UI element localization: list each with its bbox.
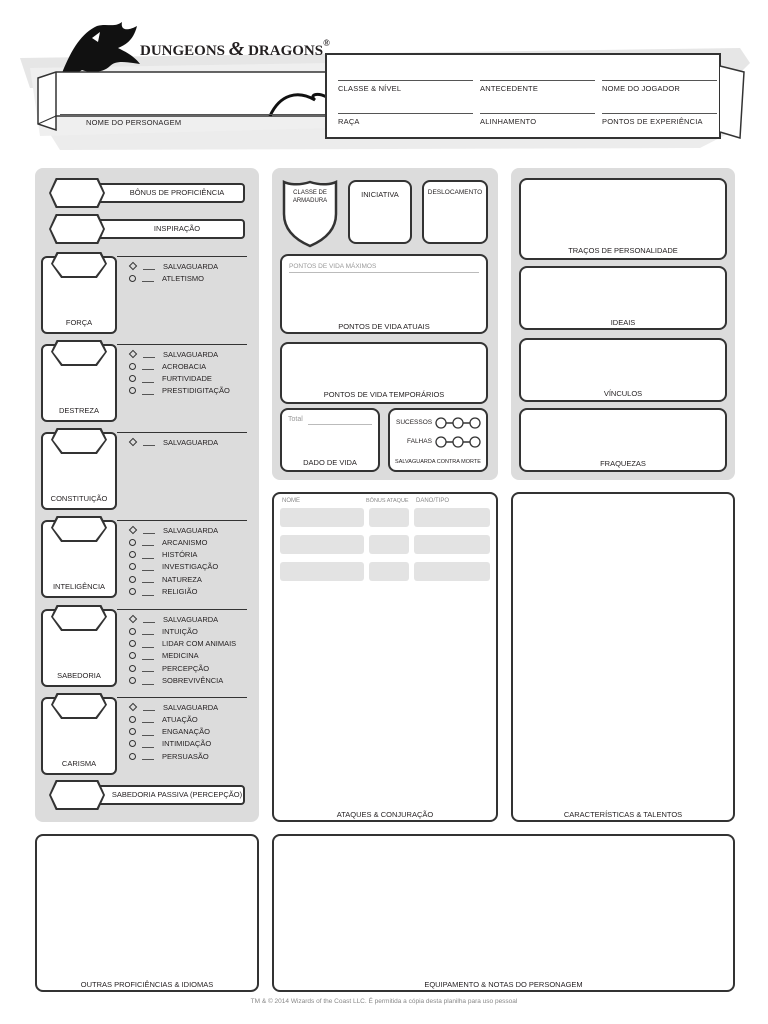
- combat-panel: [272, 168, 498, 480]
- equipment-label: EQUIPAMENTO & NOTAS DO PERSONAGEM: [424, 980, 583, 989]
- saving-throw-row[interactable]: [129, 436, 218, 448]
- saving-throw-diamond-icon[interactable]: [129, 703, 137, 711]
- skill-label: SALVAGUARDA: [163, 614, 219, 624]
- header: [0, 0, 768, 160]
- ability-modifier[interactable]: [51, 252, 107, 278]
- skill-proficiency-circle-icon[interactable]: [129, 576, 136, 583]
- experience-line[interactable]: [602, 113, 717, 114]
- skill-proficiency-circle-icon[interactable]: [129, 677, 136, 684]
- saving-throw-row[interactable]: [129, 260, 218, 272]
- skill-bonus-blank[interactable]: [142, 740, 154, 748]
- attack-3-damage[interactable]: [414, 562, 490, 581]
- skill-row[interactable]: [129, 750, 209, 762]
- ability-modifier[interactable]: [51, 693, 107, 719]
- skill-row[interactable]: [129, 272, 204, 284]
- background-line[interactable]: [480, 80, 595, 81]
- proficiency-bonus-label: BÔNUS DE PROFICIÊNCIA: [129, 188, 225, 197]
- logo-dragons: DRAGONS: [248, 43, 324, 59]
- ability-modifier[interactable]: [51, 516, 107, 542]
- skills-list: [129, 436, 259, 516]
- skill-row[interactable]: [129, 713, 198, 725]
- skill-bonus-blank[interactable]: [142, 538, 154, 546]
- skill-row[interactable]: [129, 360, 206, 372]
- proficiency-bonus-value[interactable]: [49, 178, 105, 208]
- saving-throw-diamond-icon[interactable]: [129, 438, 137, 446]
- hit-dice-label: DADO DE VIDA: [303, 458, 357, 467]
- skill-row[interactable]: [129, 385, 230, 397]
- skill-bonus-blank[interactable]: [143, 350, 155, 358]
- saving-throw-row[interactable]: [129, 701, 218, 713]
- equipment-box[interactable]: [272, 834, 735, 992]
- ability-block: [41, 609, 253, 693]
- player-name-line[interactable]: [602, 80, 717, 81]
- attacks-col-name: NOME: [282, 498, 300, 504]
- skills-list: [129, 701, 259, 781]
- skill-label: LIDAR COM ANIMAIS: [162, 639, 237, 649]
- skill-label: PERSUASÃO: [162, 751, 209, 761]
- ideals-label: IDEAIS: [610, 318, 636, 327]
- skill-proficiency-circle-icon[interactable]: [129, 375, 136, 382]
- skill-label: INVESTIGAÇÃO: [162, 562, 219, 572]
- skill-label: SOBREVIVÊNCIA: [162, 676, 224, 685]
- initiative-label: INICIATIVA: [361, 190, 399, 199]
- skill-label: SALVAGUARDA: [163, 349, 219, 359]
- death-failures-circles[interactable]: [434, 435, 482, 449]
- skill-bonus-blank[interactable]: [143, 526, 155, 534]
- death-failures-label: FALHAS: [407, 438, 432, 445]
- skills-rule: [117, 256, 247, 257]
- skill-bonus-blank[interactable]: [142, 375, 154, 383]
- skill-label: NATUREZA: [162, 574, 202, 584]
- attack-2-bonus[interactable]: [369, 535, 409, 554]
- skill-proficiency-circle-icon[interactable]: [129, 563, 136, 570]
- features-box[interactable]: [511, 492, 735, 822]
- info-box-frame: [320, 50, 750, 144]
- attacks-col-damage: DANO/TIPO: [416, 498, 450, 504]
- ability-block: [41, 432, 253, 516]
- skill-proficiency-circle-icon[interactable]: [129, 640, 136, 647]
- skill-bonus-blank[interactable]: [143, 438, 155, 446]
- attack-1-damage[interactable]: [414, 508, 490, 527]
- skill-row[interactable]: [129, 549, 197, 561]
- skill-proficiency-circle-icon[interactable]: [129, 753, 136, 760]
- passive-wisdom-value[interactable]: [49, 780, 105, 810]
- death-successes-label: SUCESSOS: [396, 419, 433, 426]
- abilities-panel: [35, 168, 259, 822]
- skill-proficiency-circle-icon[interactable]: [129, 387, 136, 394]
- skills-list: [129, 260, 259, 340]
- skills-rule: [117, 609, 247, 610]
- skills-rule: [117, 520, 247, 521]
- skill-bonus-blank[interactable]: [143, 262, 155, 270]
- skill-label: MEDICINA: [162, 651, 199, 661]
- logo-title: [140, 38, 330, 61]
- skill-proficiency-circle-icon[interactable]: [129, 628, 136, 635]
- hit-dice-total-label: Total: [288, 416, 303, 423]
- skill-row[interactable]: [129, 726, 210, 738]
- armor-class-label: CLASSE DE ARMADURA: [292, 190, 328, 204]
- skill-label: SALVAGUARDA: [163, 525, 219, 535]
- skill-row[interactable]: [129, 675, 223, 687]
- saving-throw-diamond-icon[interactable]: [129, 526, 137, 534]
- skills-rule: [117, 432, 247, 433]
- ability-name: FORÇA: [65, 318, 93, 327]
- bonds-label: VÍNCULOS: [603, 389, 643, 398]
- skill-bonus-blank[interactable]: [142, 677, 154, 685]
- attack-2-damage[interactable]: [414, 535, 490, 554]
- saving-throw-diamond-icon[interactable]: [129, 615, 137, 623]
- attacks-box: [272, 492, 498, 822]
- traits-label: TRAÇOS DE PERSONALIDADE: [568, 246, 678, 255]
- skill-label: FURTIVIDADE: [162, 374, 212, 384]
- ability-block: [41, 520, 253, 604]
- copyright-footer: TM & © 2014 Wizards of the Coast LLC. É permitida a cópia desta planilha para uso pessoal: [250, 998, 518, 1005]
- inspiration-value[interactable]: [49, 214, 105, 244]
- skill-bonus-blank[interactable]: [142, 551, 154, 559]
- attack-3-bonus[interactable]: [369, 562, 409, 581]
- race-label: RAÇA: [338, 117, 360, 126]
- skill-bonus-blank[interactable]: [142, 664, 154, 672]
- class-level-line[interactable]: [338, 80, 473, 81]
- death-successes-circles[interactable]: [434, 416, 482, 430]
- skill-label: ATLETISMO: [162, 273, 204, 283]
- player-name-label: NOME DO JOGADOR: [602, 84, 681, 93]
- saving-throw-row[interactable]: [129, 613, 218, 625]
- personality-panel: [511, 168, 735, 480]
- speed-label: DESLOCAMENTO: [427, 189, 483, 196]
- skill-row[interactable]: [129, 373, 212, 385]
- ability-block: [41, 344, 253, 428]
- logo-registered: ®: [323, 38, 330, 48]
- skill-bonus-blank[interactable]: [143, 615, 155, 623]
- skill-label: ENGANAÇÃO: [162, 727, 210, 737]
- skill-label: ACROBACIA: [162, 361, 207, 371]
- death-saves-label: SALVAGUARDA CONTRA MORTE: [395, 459, 481, 465]
- name-scroll: [30, 64, 340, 136]
- skill-proficiency-circle-icon[interactable]: [129, 363, 136, 370]
- attack-1-bonus[interactable]: [369, 508, 409, 527]
- skill-row[interactable]: [129, 650, 199, 662]
- inspiration-label: INSPIRAÇÃO: [153, 224, 201, 233]
- ability-name: SABEDORIA: [57, 671, 101, 680]
- background-label: ANTECEDENTE: [480, 84, 539, 93]
- character-name-line[interactable]: [60, 114, 330, 115]
- skill-row[interactable]: [129, 662, 209, 674]
- skill-bonus-blank[interactable]: [142, 715, 154, 723]
- skill-label: SALVAGUARDA: [163, 437, 219, 447]
- skill-row[interactable]: [129, 561, 218, 573]
- skill-row[interactable]: [129, 573, 202, 585]
- passive-wisdom-row[interactable]: [49, 780, 247, 810]
- ability-modifier[interactable]: [51, 605, 107, 631]
- skill-bonus-blank[interactable]: [142, 652, 154, 660]
- skill-label: ARCANISMO: [162, 537, 208, 547]
- skill-proficiency-circle-icon[interactable]: [129, 740, 136, 747]
- skills-list: [129, 348, 259, 428]
- experience-label: PONTOS DE EXPERIÊNCIA: [602, 117, 703, 126]
- ability-block: [41, 256, 253, 340]
- skill-label: HISTÓRIA: [162, 550, 198, 560]
- attacks-label: ATAQUES & CONJURAÇÃO: [336, 810, 434, 819]
- inspiration-row[interactable]: [49, 214, 247, 244]
- hp-temp-label: PONTOS DE VIDA TEMPORÁRIOS: [323, 390, 445, 399]
- skills-list: [129, 613, 259, 693]
- skill-label: SALVAGUARDA: [163, 702, 219, 712]
- skill-bonus-blank[interactable]: [142, 627, 154, 635]
- skill-proficiency-circle-icon[interactable]: [129, 652, 136, 659]
- skill-proficiency-circle-icon[interactable]: [129, 588, 136, 595]
- ability-block: [41, 697, 253, 781]
- alignment-label: ALINHAMENTO: [480, 117, 537, 126]
- skill-bonus-blank[interactable]: [142, 575, 154, 583]
- skills-list: [129, 524, 259, 604]
- skill-bonus-blank[interactable]: [142, 640, 154, 648]
- ability-name: CARISMA: [61, 759, 97, 768]
- race-line[interactable]: [338, 113, 473, 114]
- skills-rule: [117, 344, 247, 345]
- skill-label: RELIGIÃO: [162, 587, 198, 596]
- hp-current-label: PONTOS DE VIDA ATUAIS: [338, 322, 430, 331]
- class-level-label: CLASSE & NÍVEL: [338, 84, 402, 93]
- proficiency-bonus-row[interactable]: [49, 178, 247, 208]
- skill-row[interactable]: [129, 536, 207, 548]
- skills-rule: [117, 697, 247, 698]
- skill-row[interactable]: [129, 738, 211, 750]
- hp-max-label: PONTOS DE VIDA MÁXIMOS: [289, 263, 377, 270]
- skill-proficiency-circle-icon[interactable]: [129, 716, 136, 723]
- skill-bonus-blank[interactable]: [142, 274, 154, 282]
- skill-label: PERCEPÇÃO: [162, 663, 210, 673]
- logo-ampersand: &: [228, 38, 245, 60]
- logo-dungeons: DUNGEONS: [140, 43, 226, 59]
- skill-bonus-blank[interactable]: [142, 588, 154, 596]
- skill-bonus-blank[interactable]: [143, 703, 155, 711]
- skill-proficiency-circle-icon[interactable]: [129, 539, 136, 546]
- skill-row[interactable]: [129, 625, 198, 637]
- skill-bonus-blank[interactable]: [142, 387, 154, 395]
- skill-label: SALVAGUARDA: [163, 261, 219, 271]
- skill-label: INTIMIDAÇÃO: [162, 739, 212, 749]
- attack-3-name[interactable]: [280, 562, 364, 581]
- attack-2-name[interactable]: [280, 535, 364, 554]
- hit-dice-total-line[interactable]: [308, 424, 372, 425]
- attack-1-name[interactable]: [280, 508, 364, 527]
- saving-throw-row[interactable]: [129, 524, 218, 536]
- skill-proficiency-circle-icon[interactable]: [129, 665, 136, 672]
- skill-label: PRESTIDIGITAÇÃO: [162, 386, 230, 396]
- skill-label: ATUAÇÃO: [162, 714, 198, 724]
- skill-bonus-blank[interactable]: [142, 362, 154, 370]
- skill-bonus-blank[interactable]: [142, 752, 154, 760]
- hp-max-line[interactable]: [289, 272, 479, 273]
- ability-modifier[interactable]: [51, 340, 107, 366]
- ability-name: INTELIGÊNCIA: [52, 582, 106, 591]
- proficiencies-box[interactable]: [35, 834, 259, 992]
- ability-name: CONSTITUIÇÃO: [50, 494, 108, 503]
- alignment-line[interactable]: [480, 113, 595, 114]
- saving-throw-diamond-icon[interactable]: [129, 350, 137, 358]
- saving-throw-row[interactable]: [129, 348, 218, 360]
- skill-bonus-blank[interactable]: [142, 728, 154, 736]
- passive-wisdom-label: SABEDORIA PASSIVA (PERCEPÇÃO): [111, 790, 243, 799]
- proficiencies-label: OUTRAS PROFICIÊNCIAS & IDIOMAS: [80, 980, 214, 989]
- features-label: CARACTERÍSTICAS & TALENTOS: [563, 810, 683, 819]
- character-name-label: NOME DO PERSONAGEM: [86, 118, 182, 127]
- saving-throw-diamond-icon[interactable]: [129, 262, 137, 270]
- skill-proficiency-circle-icon[interactable]: [129, 728, 136, 735]
- skill-row[interactable]: [129, 586, 197, 598]
- skill-row[interactable]: [129, 638, 236, 650]
- skill-label: INTUIÇÃO: [162, 626, 198, 636]
- skill-proficiency-circle-icon[interactable]: [129, 275, 136, 282]
- skill-proficiency-circle-icon[interactable]: [129, 551, 136, 558]
- attacks-col-bonus: BÔNUS ATAQUE: [366, 498, 409, 504]
- skill-bonus-blank[interactable]: [142, 563, 154, 571]
- ability-name: DESTREZA: [58, 406, 99, 415]
- flaws-label: FRAQUEZAS: [600, 459, 646, 468]
- ability-modifier[interactable]: [51, 428, 107, 454]
